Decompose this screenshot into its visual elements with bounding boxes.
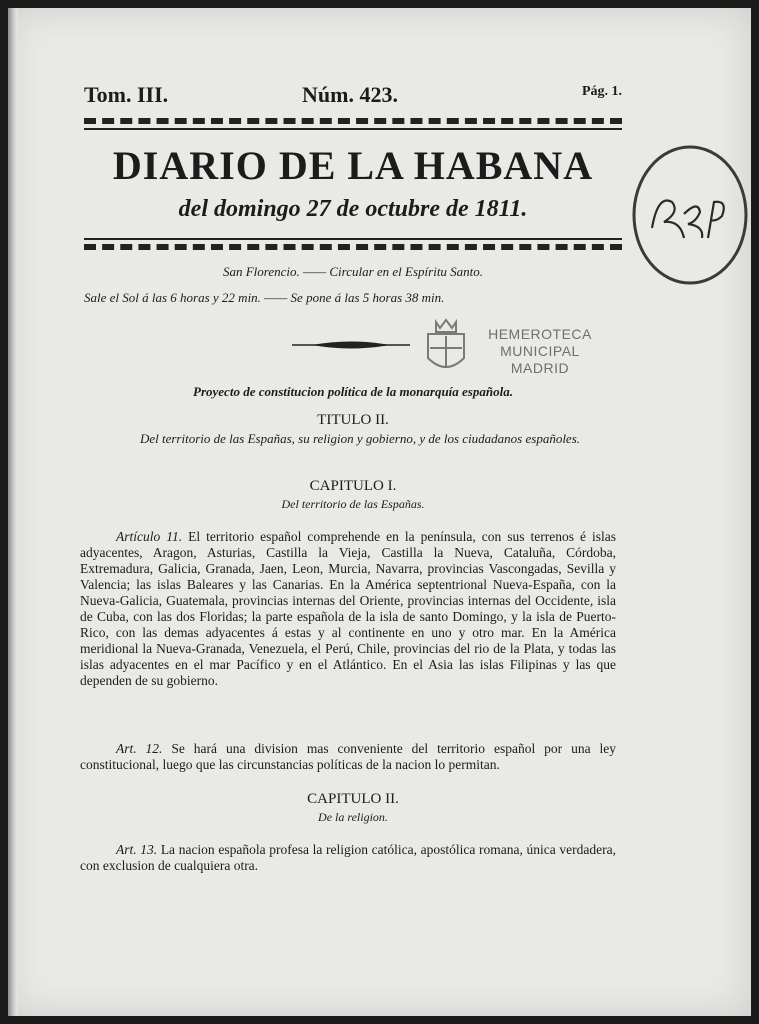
stamp-line-3: MADRID <box>510 360 570 376</box>
article-13 <box>80 842 616 874</box>
article-12-text: Se hará una division mas conveniente del territorio español por una ley constitucional, luego que las circunstancias políticas de la nacion lo permitan. <box>80 741 616 772</box>
proyecto-heading: Proyecto de constitucion política de la monarquía española. <box>193 384 513 399</box>
article-11-lead: Artículo 11. <box>116 529 183 544</box>
page-binding <box>8 8 18 1016</box>
capitulo-1-heading: CAPITULO I. <box>309 478 397 494</box>
library-stamp <box>480 326 600 377</box>
capitulo-2-heading: CAPITULO II. <box>307 791 399 807</box>
masthead-rule-top <box>84 118 622 124</box>
issue-date: del domingo 27 de octubre de 1811. <box>178 196 528 222</box>
article-13-text: La nacion española profesa la religion católica, apostólica romana, única verdadera, con exclusion de cualquiera otra. <box>80 842 616 873</box>
tomo-label: Tom. III. <box>84 82 169 107</box>
titulo-subtitle: Del territorio de las Españas, su religion y gobierno, y de los ciudadanos españoles. <box>139 431 581 446</box>
stamp-line-1: HEMEROTECA <box>488 326 592 342</box>
masthead <box>84 82 622 112</box>
article-11 <box>80 529 616 689</box>
page-number: Pág. 1. <box>581 84 622 99</box>
titulo-heading: TITULO II. <box>317 412 389 428</box>
title-rule-bottom <box>84 244 622 250</box>
saints-line: San Florencio. —— Circular en el Espíritu Santo. <box>222 264 484 279</box>
ornament-divider-icon <box>292 340 410 350</box>
article-13-lead: Art. 13. <box>116 842 158 857</box>
circular-ownership-stamp-icon <box>624 142 750 288</box>
capitulo-1-subtitle: Del territorio de las Españas. <box>281 497 425 511</box>
stamp-line-2: MUNICIPAL <box>500 343 580 359</box>
newspaper-title: DIARIO DE LA HABANA <box>112 143 594 188</box>
article-11-text: El territorio español comprehende en la península, con sus terrenos é islas adyacentes, Aragon, Asturias, Castilla la Vieja, Castilla la Nueva, Cataluña, Córdoba, Extremadura, Galicia, Granada, Jaen, Leon, Murcia, Navarra, provincias Vascongadas, Sevilla y Valencia; las islas Baleares y las Canarias. En la América septentrional Nueva-España, con la Nueva-Galicia, Guatemala, provincias internas del Oriente, provincias internas del Occidente, isla de Cuba, con las dos Floridas; la parte española de la isla de santo Domingo, y la isla de Puerto-Rico, con las demas adyacentes á estas y al continente en uno y otro mar. En la América meridional la Nueva-Granada, Venezuela, el Perú, Chile, provincias del rio de la Plata, y todas las islas adyacentes en el mar Pacífico y en el Atlántico. En el Asia las islas Filipinas y las que dependen de su gobierno. <box>80 529 617 688</box>
issue-number: Núm. 423. <box>302 82 398 107</box>
capitulo-2-subtitle: De la religion. <box>318 810 388 824</box>
title-rule-thin <box>84 238 622 240</box>
article-12-lead: Art. 12. <box>116 741 163 756</box>
sun-times-line: Sale el Sol á las 6 horas y 22 min. —— Se pone á las 5 horas 38 min. <box>84 290 445 305</box>
coat-of-arms-stamp-icon <box>418 316 474 380</box>
masthead-rule-top-thin <box>84 128 622 130</box>
article-12 <box>80 741 616 773</box>
